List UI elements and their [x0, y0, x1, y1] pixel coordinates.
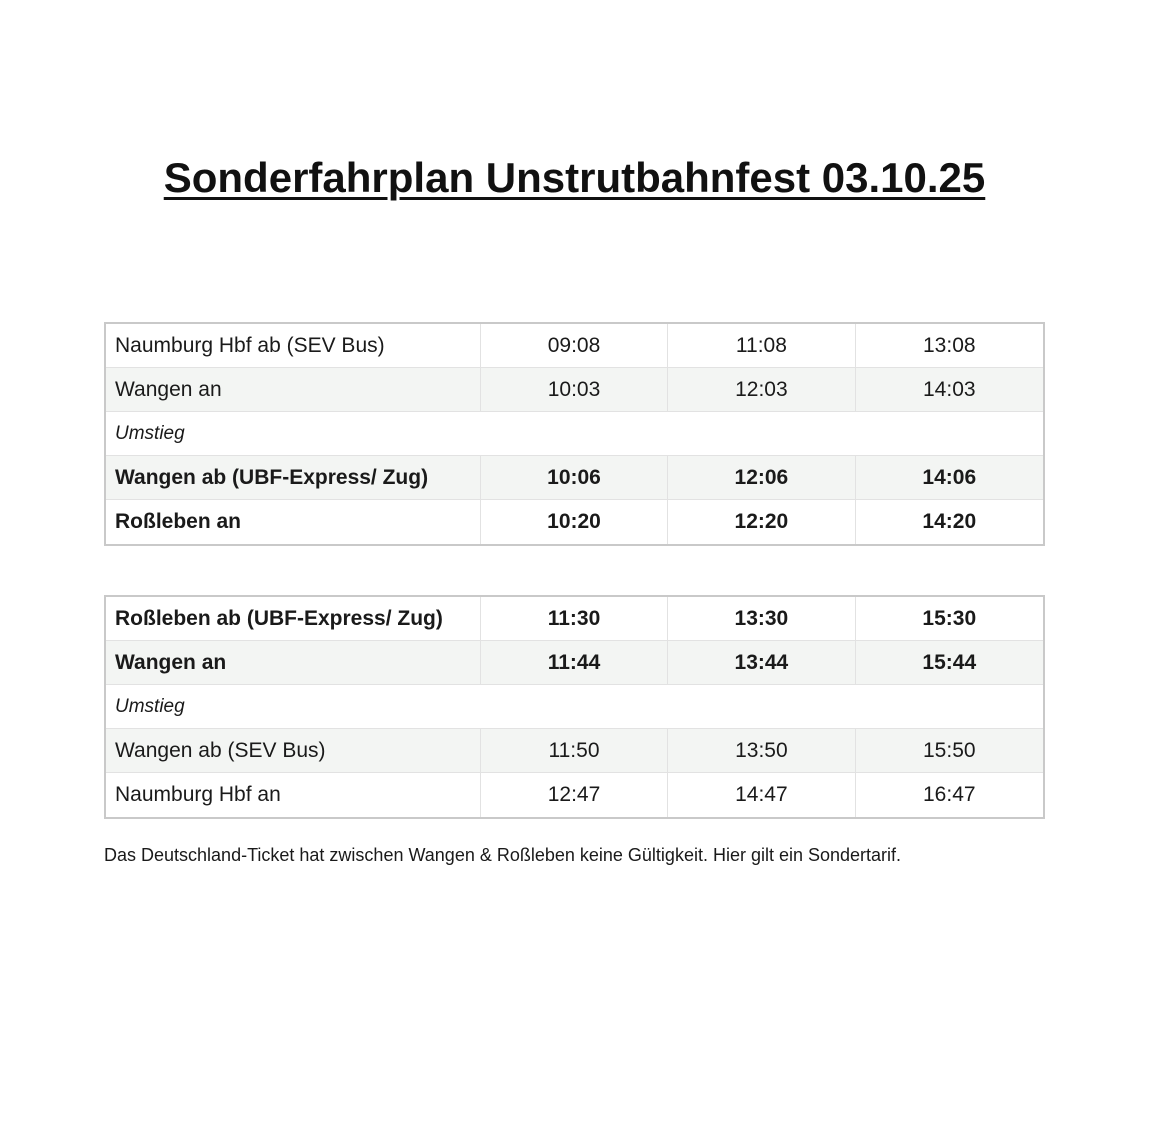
time-cell: 14:03 [923, 377, 976, 401]
time-cell: 16:47 [923, 783, 976, 806]
time-cell: 11:50 [481, 729, 668, 772]
time-cell: 12:06 [668, 456, 855, 499]
table-row [106, 500, 1043, 544]
station-cell: Naumburg Hbf ab (SEV Bus) [106, 324, 481, 367]
time-cell: 15:50 [923, 738, 976, 762]
time-cell: 09:08 [481, 324, 668, 367]
return-timetable [104, 595, 1045, 819]
time-cell: 11:30 [481, 597, 668, 640]
time-cell [668, 412, 855, 455]
table-row [106, 773, 1043, 817]
ticket-note: Das Deutschland-Ticket hat zwischen Wangen & Roßleben keine Gültigkeit. Hier gilt ein Sondertarif. [104, 845, 902, 865]
time-cell: 12:47 [481, 773, 668, 817]
time-cell: 13:30 [668, 597, 855, 640]
time-cell: 11:08 [668, 324, 855, 367]
time-cell: 10:20 [481, 500, 668, 544]
page-title: Sonderfahrplan Unstrutbahnfest 03.10.25 [163, 154, 986, 201]
time-cell [668, 685, 855, 728]
station-cell: Wangen an [106, 368, 481, 411]
time-cell: 15:44 [922, 650, 977, 674]
table-row [106, 597, 1043, 641]
time-cell: 13:44 [668, 641, 855, 684]
transfer-row [106, 412, 1043, 456]
time-cell: 12:20 [668, 500, 855, 544]
station-cell: Wangen ab (UBF-Express/ Zug) [106, 456, 481, 499]
time-cell: 11:44 [481, 641, 668, 684]
table-row [106, 324, 1043, 368]
time-cell [481, 685, 668, 728]
time-cell [481, 412, 668, 455]
time-cell: 12:03 [668, 368, 855, 411]
time-cell: 13:50 [668, 729, 855, 772]
time-cell: 14:06 [922, 465, 977, 489]
outbound-timetable [104, 322, 1045, 546]
time-cell: 14:20 [922, 510, 977, 533]
table-row [106, 456, 1043, 500]
time-cell [856, 685, 1043, 728]
time-cell: 14:47 [668, 773, 855, 817]
station-cell: Wangen ab (SEV Bus) [106, 729, 481, 772]
transfer-label: Umstieg [115, 695, 185, 717]
transfer-label: Umstieg [115, 422, 185, 444]
time-cell: 10:03 [481, 368, 668, 411]
time-cell [856, 412, 1043, 455]
table-row [106, 641, 1043, 685]
table-row [106, 729, 1043, 773]
station-cell: Wangen an [106, 641, 481, 684]
time-cell: 15:30 [922, 606, 977, 630]
station-cell: Naumburg Hbf an [106, 773, 481, 817]
station-cell: Roßleben ab (UBF-Express/ Zug) [106, 597, 481, 640]
time-cell: 10:06 [481, 456, 668, 499]
table-row [106, 368, 1043, 412]
time-cell: 13:08 [923, 333, 976, 357]
station-cell: Roßleben an [106, 500, 481, 544]
transfer-row [106, 685, 1043, 729]
